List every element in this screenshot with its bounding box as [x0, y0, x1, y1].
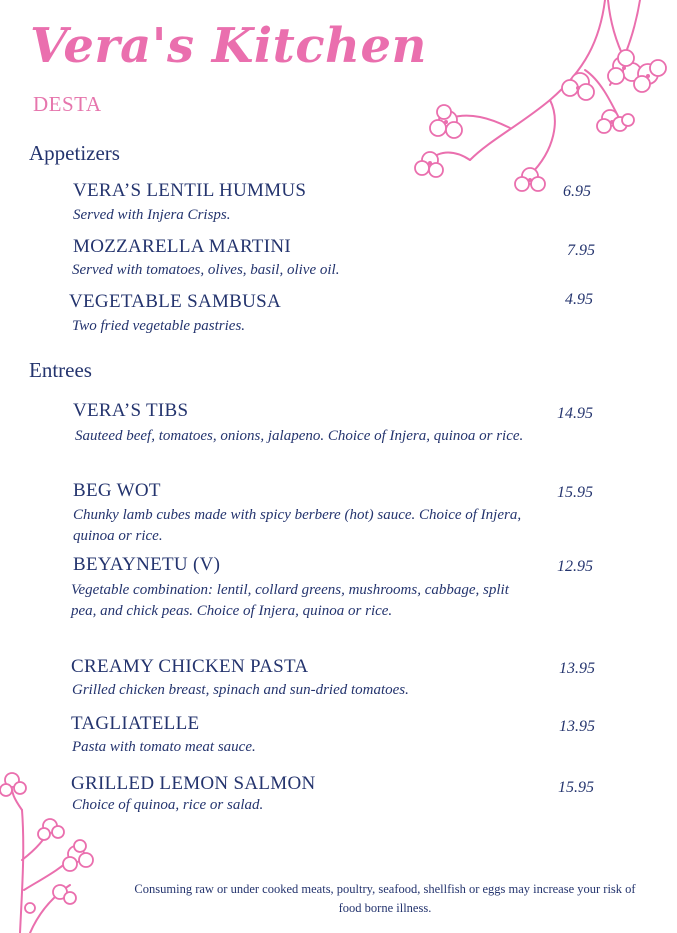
menu-item-description: Vegetable combination: lentil, collard greens, mushrooms, cabbage, split pea, and chick peas. Choice of Injera, quinoa or rice.: [71, 582, 509, 619]
menu-item-name: GRILLED LEMON SALMON: [71, 773, 316, 794]
menu-item-price: 15.95: [558, 779, 594, 796]
section-title-entrees: Entrees: [29, 358, 92, 382]
menu-subtitle: DESTA: [33, 92, 102, 116]
menu-item-description: Chunky lamb cubes made with spicy berbere (hot) sauce. Choice of Injera, quinoa or rice.: [73, 507, 522, 544]
menu-item-price: 7.95: [567, 242, 595, 259]
menu-item-name: VERA’S LENTIL HUMMUS: [73, 180, 307, 201]
menu-item-description: Two fried vegetable pastries.: [72, 318, 246, 334]
restaurant-name: Vera's Kitchen: [30, 18, 427, 74]
section-title-appetizers: Appetizers: [29, 141, 120, 165]
floral-branch-top-right-icon: [410, 0, 677, 200]
menu-item-description: Served with Injera Crisps.: [73, 207, 231, 223]
menu-item-name: VERA’S TIBS: [73, 400, 189, 421]
menu-item-description: Choice of quinoa, rice or salad.: [72, 797, 264, 813]
menu-item-price: 13.95: [559, 718, 595, 735]
menu-item-description: Served with tomatoes, olives, basil, olive oil.: [72, 262, 340, 278]
menu-item-price: 14.95: [557, 405, 593, 422]
menu-item-price: 6.95: [563, 183, 591, 200]
menu-item-price: 13.95: [559, 660, 595, 677]
menu-item-name: CREAMY CHICKEN PASTA: [71, 656, 309, 677]
menu-item-description: Pasta with tomato meat sauce.: [72, 739, 256, 755]
food-safety-disclaimer: Consuming raw or under cooked meats, poultry, seafood, shellfish or eggs may increase your risk of food borne illness.: [134, 882, 636, 915]
menu-item-name: VEGETABLE SAMBUSA: [69, 291, 282, 312]
menu-item-name: TAGLIATELLE: [71, 713, 200, 734]
menu-item-description: Sauteed beef, tomatoes, onions, jalapeno. Choice of Injera, quinoa or rice.: [75, 428, 524, 444]
menu-item-name: BEYAYNETU (V): [73, 554, 221, 575]
menu-item-description: Grilled chicken breast, spinach and sun-dried tomatoes.: [72, 682, 409, 698]
menu-item-name: BEG WOT: [73, 480, 161, 501]
menu-item-price: 12.95: [557, 558, 593, 575]
menu-item-price: 15.95: [557, 484, 593, 501]
menu-item-name: MOZZARELLA MARTINI: [73, 236, 291, 257]
menu-item-price: 4.95: [565, 291, 593, 308]
